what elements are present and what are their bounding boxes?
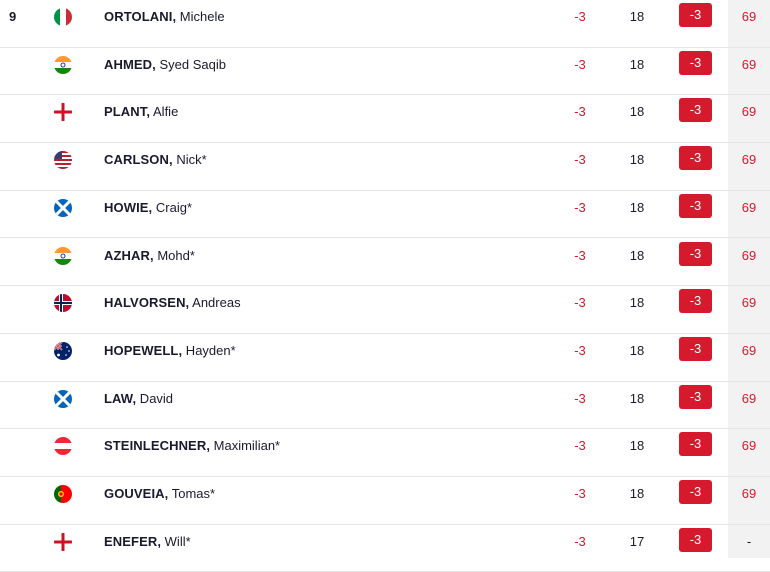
- round-strokes: 69: [741, 438, 757, 454]
- player-name-link[interactable]: [104, 343, 236, 358]
- to-par-score: -3: [574, 104, 586, 120]
- player-name-link[interactable]: [104, 57, 226, 72]
- round-strokes: 69: [741, 56, 757, 72]
- player-name-link[interactable]: [104, 438, 280, 453]
- player-surname: ENEFER,: [104, 533, 162, 549]
- leaderboard-row[interactable]: [0, 239, 770, 287]
- player-name-link[interactable]: [104, 9, 225, 24]
- leaderboard-row[interactable]: [0, 0, 770, 48]
- round-score-badge: -3: [679, 3, 712, 27]
- to-par-score: -3: [574, 342, 586, 358]
- round-strokes: 69: [741, 9, 757, 24]
- flag-usa-icon: [54, 151, 72, 169]
- round-strokes: 69: [741, 152, 757, 168]
- player-given-name: Nick*: [172, 152, 207, 168]
- round-strokes: 69: [741, 342, 757, 358]
- player-surname: STEINLECHNER,: [104, 438, 211, 454]
- leaderboard-row[interactable]: [0, 143, 770, 191]
- holes-thru: 18: [629, 486, 645, 501]
- holes-thru: 18: [629, 9, 645, 24]
- round-score-badge: -3: [679, 480, 712, 504]
- player-name-link[interactable]: [104, 295, 241, 310]
- to-par-score: -3: [574, 295, 586, 311]
- leaderboard-row[interactable]: [0, 191, 770, 239]
- to-par-score: -3: [574, 533, 586, 549]
- flag-england-icon: [54, 533, 72, 551]
- holes-thru: 17: [629, 533, 645, 549]
- player-surname: GOUVEIA,: [104, 486, 169, 501]
- round-strokes: 69: [741, 486, 757, 501]
- to-par-score: -3: [574, 56, 586, 72]
- player-surname: ORTOLANI,: [104, 9, 177, 24]
- player-given-name: Will*: [161, 533, 191, 549]
- round-score-badge: -3: [679, 98, 712, 122]
- round-score-badge: -3: [679, 432, 712, 456]
- player-surname: HOWIE,: [104, 199, 153, 215]
- flag-portugal-icon: [54, 485, 72, 503]
- leaderboard-row[interactable]: [0, 95, 770, 143]
- player-name-link[interactable]: [104, 534, 191, 549]
- to-par-score: -3: [574, 199, 586, 215]
- round-score-badge: -3: [679, 146, 712, 170]
- player-surname: AZHAR,: [104, 247, 154, 263]
- to-par-score: -3: [574, 486, 586, 501]
- flag-scotland-icon: [54, 390, 72, 408]
- player-name-link[interactable]: [104, 200, 192, 215]
- player-surname: HALVORSEN,: [104, 295, 190, 311]
- player-given-name: Mohd*: [153, 247, 195, 263]
- round-strokes: 69: [741, 390, 757, 406]
- leaderboard-row[interactable]: [0, 334, 770, 382]
- player-surname: PLANT,: [104, 104, 151, 120]
- flag-england-icon: [54, 103, 72, 121]
- player-given-name: Hayden*: [182, 342, 236, 358]
- player-name-link[interactable]: [104, 248, 195, 263]
- player-given-name: Maximilian*: [210, 438, 281, 454]
- leaderboard-row[interactable]: [0, 48, 770, 96]
- round-strokes: 69: [741, 199, 757, 215]
- player-surname: HOPEWELL,: [104, 342, 183, 358]
- player-given-name: Michele: [176, 9, 225, 24]
- player-given-name: Craig*: [152, 199, 193, 215]
- holes-thru: 18: [629, 247, 645, 263]
- position: 9: [9, 9, 17, 24]
- player-name-link[interactable]: [104, 152, 207, 167]
- holes-thru: 18: [629, 438, 645, 454]
- holes-thru: 18: [629, 104, 645, 120]
- player-given-name: Syed Saqib: [155, 56, 226, 72]
- player-surname: LAW,: [104, 390, 137, 406]
- leaderboard-row[interactable]: [0, 477, 770, 525]
- round-score-badge: -3: [679, 337, 712, 361]
- round-score-badge: -3: [679, 289, 712, 313]
- player-given-name: Alfie: [150, 104, 179, 120]
- flag-scotland-icon: [54, 199, 72, 217]
- round-strokes: 69: [741, 104, 757, 120]
- to-par-score: -3: [574, 390, 586, 406]
- leaderboard-row[interactable]: [0, 382, 770, 430]
- to-par-score: -3: [574, 247, 586, 263]
- flag-italy-icon: [54, 8, 72, 26]
- round-strokes: -: [746, 533, 752, 549]
- round-strokes: 69: [741, 295, 757, 311]
- flag-norway-icon: [54, 294, 72, 312]
- round-score-badge: -3: [679, 528, 712, 552]
- leaderboard-row[interactable]: [0, 286, 770, 334]
- round-score-badge: -3: [679, 385, 712, 409]
- player-surname: CARLSON,: [104, 152, 173, 168]
- player-given-name: Tomas*: [168, 486, 216, 501]
- holes-thru: 18: [629, 342, 645, 358]
- flag-austria-icon: [54, 437, 72, 455]
- flag-india-icon: [54, 56, 72, 74]
- player-surname: AHMED,: [104, 56, 156, 72]
- round-score-badge: -3: [679, 242, 712, 266]
- player-given-name: Andreas: [189, 295, 241, 311]
- player-given-name: David: [136, 390, 174, 406]
- holes-thru: 18: [629, 295, 645, 311]
- to-par-score: -3: [574, 9, 586, 24]
- leaderboard-row[interactable]: [0, 525, 770, 572]
- holes-thru: 18: [629, 390, 645, 406]
- holes-thru: 18: [629, 199, 645, 215]
- flag-india-icon: [54, 247, 72, 265]
- to-par-score: -3: [574, 438, 586, 454]
- leaderboard-row[interactable]: [0, 429, 770, 477]
- holes-thru: 18: [629, 56, 645, 72]
- player-name-link[interactable]: [104, 486, 215, 501]
- flag-australia-icon: [54, 342, 72, 360]
- to-par-score: -3: [574, 152, 586, 168]
- round-score-badge: -3: [679, 51, 712, 75]
- round-score-badge: -3: [679, 194, 712, 218]
- player-name-link[interactable]: [104, 104, 178, 119]
- player-name-link[interactable]: [104, 391, 173, 406]
- holes-thru: 18: [629, 152, 645, 168]
- round-strokes: 69: [741, 247, 757, 263]
